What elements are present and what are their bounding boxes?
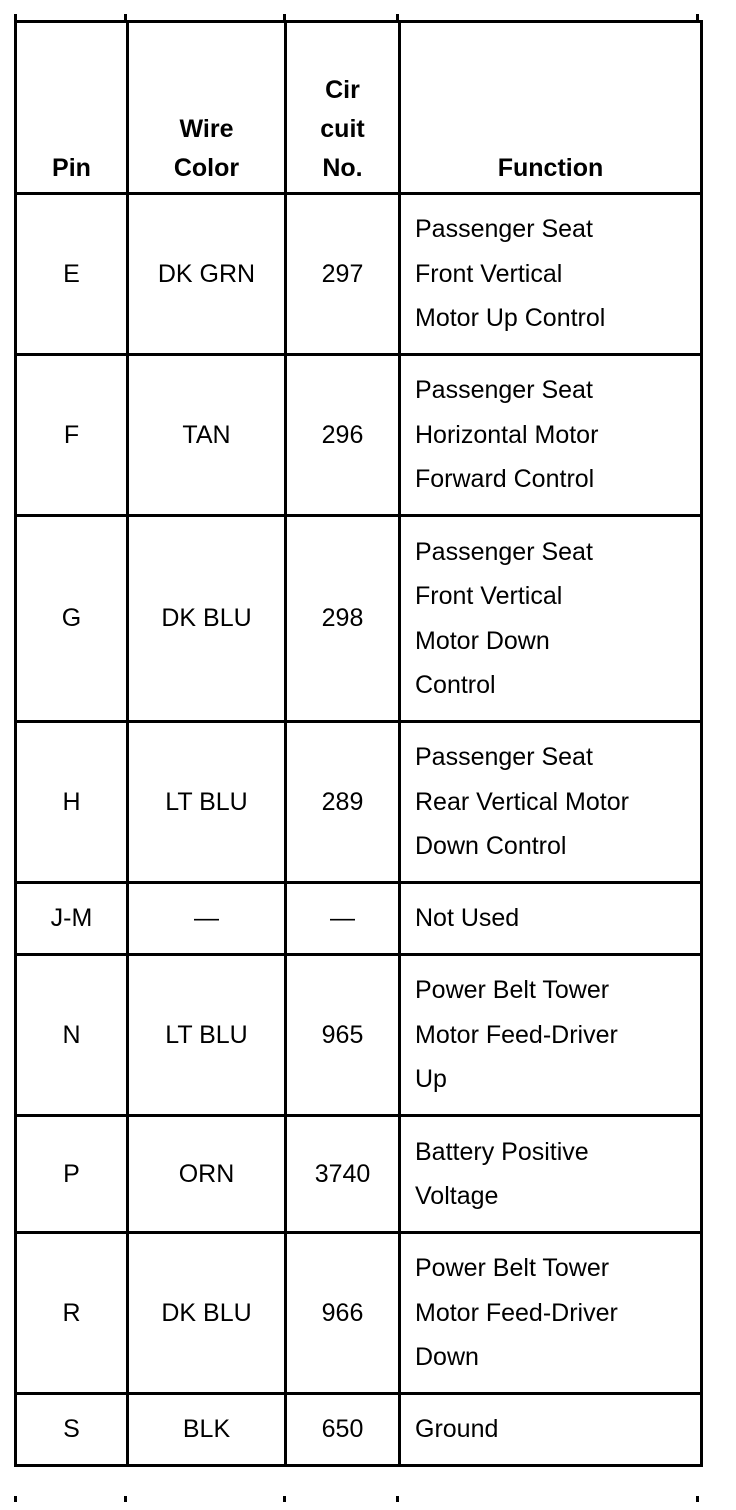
cell-function xyxy=(400,883,702,955)
table-row xyxy=(16,194,702,355)
function-line: Battery Positive xyxy=(415,1137,589,1166)
function-line: Motor Down xyxy=(415,626,550,655)
cell-pin: E xyxy=(16,194,128,355)
cell-wire-color: — xyxy=(128,883,286,955)
cell-function xyxy=(400,1116,702,1233)
cell-circuit-no: 296 xyxy=(286,355,400,516)
function-line: Horizontal Motor xyxy=(415,420,599,449)
bottom-stub-circuit xyxy=(396,1496,399,1502)
cell-pin: P xyxy=(16,1116,128,1233)
cell-pin: S xyxy=(16,1394,128,1466)
function-line: Up xyxy=(415,1065,447,1094)
cell-wire-color: DK BLU xyxy=(128,1233,286,1394)
function-line: Control xyxy=(415,671,496,699)
cell-circuit-no: 3740 xyxy=(286,1116,400,1233)
function-line: Power Belt Tower xyxy=(415,1254,610,1283)
header-circuit-no xyxy=(286,22,400,194)
cell-function xyxy=(400,1233,702,1394)
cell-wire-color: LT BLU xyxy=(128,955,286,1116)
cell-wire-color: BLK xyxy=(128,1394,286,1466)
function-line: Rear Vertical Motor xyxy=(415,787,629,816)
cell-circuit-no: — xyxy=(286,883,400,955)
cell-wire-color: ORN xyxy=(128,1116,286,1233)
header-circuit-no-line-2: cuit xyxy=(320,115,365,143)
table-row xyxy=(16,1116,702,1233)
bottom-stub-left xyxy=(14,1496,17,1502)
bottom-stub-right xyxy=(696,1496,699,1502)
bottom-stub-pin xyxy=(124,1496,127,1502)
function-line: Motor Up Control xyxy=(415,304,606,333)
cell-function xyxy=(400,955,702,1116)
cell-circuit-no: 650 xyxy=(286,1394,400,1466)
table-row xyxy=(16,355,702,516)
cell-circuit-no: 966 xyxy=(286,1233,400,1394)
function-line: Down Control xyxy=(415,832,567,861)
cell-function xyxy=(400,355,702,516)
cell-circuit-no: 965 xyxy=(286,955,400,1116)
table-row xyxy=(16,955,702,1116)
cell-function xyxy=(400,516,702,722)
function-line: Power Belt Tower xyxy=(415,976,610,1005)
header-function xyxy=(400,22,702,194)
cell-function xyxy=(400,722,702,883)
header-circuit-no-line-3: No. xyxy=(322,154,363,182)
cell-circuit-no: 297 xyxy=(286,194,400,355)
table-row xyxy=(16,722,702,883)
table-row xyxy=(16,1233,702,1394)
function-line: Passenger Seat xyxy=(415,743,593,772)
function-line: Front Vertical xyxy=(415,582,563,610)
header-function-label: Function xyxy=(497,154,604,182)
cell-circuit-no: 298 xyxy=(286,516,400,722)
function-line: Motor Feed-Driver xyxy=(415,1020,618,1049)
bottom-stub-wire xyxy=(283,1496,286,1502)
cell-function xyxy=(400,194,702,355)
table-header-row xyxy=(16,22,702,194)
cell-wire-color: LT BLU xyxy=(128,722,286,883)
function-line: Down xyxy=(415,1343,479,1372)
cell-pin: G xyxy=(16,516,128,722)
function-line: Passenger Seat xyxy=(415,376,593,405)
function-line: Forward Control xyxy=(415,465,595,494)
header-pin xyxy=(16,22,128,194)
table-row xyxy=(16,516,702,722)
cell-pin: F xyxy=(16,355,128,516)
cell-circuit-no: 289 xyxy=(286,722,400,883)
header-pin-label: Pin xyxy=(52,154,91,182)
function-line: Not Used xyxy=(415,904,520,933)
function-line: Passenger Seat xyxy=(415,215,593,244)
function-line: Passenger Seat xyxy=(415,537,593,566)
header-circuit-no-line-1: Cir xyxy=(325,76,360,104)
table-row xyxy=(16,883,702,955)
cell-wire-color: TAN xyxy=(128,355,286,516)
cell-wire-color: DK BLU xyxy=(128,516,286,722)
cell-pin: H xyxy=(16,722,128,883)
cell-pin: R xyxy=(16,1233,128,1394)
connector-pinout-table xyxy=(14,20,703,1467)
header-wire-color-line-1: Wire xyxy=(179,115,234,143)
function-line: Voltage xyxy=(415,1182,499,1210)
header-wire-color-line-2: Color xyxy=(173,154,240,182)
function-line: Ground xyxy=(415,1415,499,1444)
function-line: Motor Feed-Driver xyxy=(415,1298,618,1327)
cell-wire-color: DK GRN xyxy=(128,194,286,355)
cell-pin: N xyxy=(16,955,128,1116)
cell-function xyxy=(400,1394,702,1466)
header-wire-color xyxy=(128,22,286,194)
table-row xyxy=(16,1394,702,1466)
cell-pin: J-M xyxy=(16,883,128,955)
function-line: Front Vertical xyxy=(415,259,563,288)
